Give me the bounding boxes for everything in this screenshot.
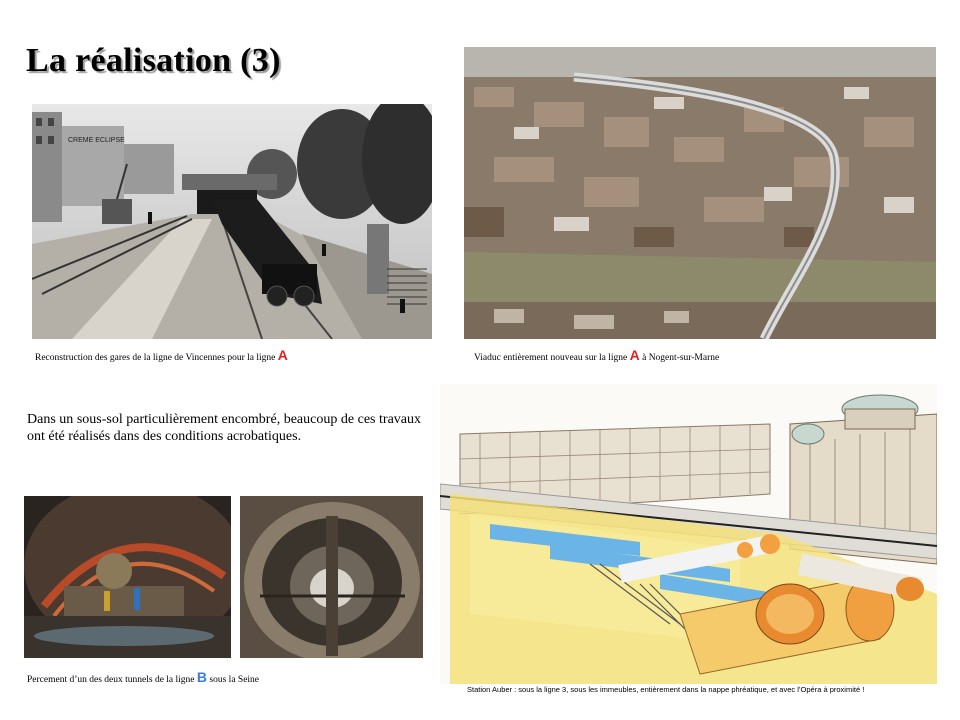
- body-paragraph: Dans un sous-sol particulièrement encombré, beaucoup de ces travaux ont été réalisés dans des conditions acrobatiques.: [27, 412, 421, 444]
- caption-text: Reconstruction des gares de la ligne de Vincennes pour la ligne: [35, 353, 278, 363]
- caption-viaduct: [474, 347, 719, 363]
- poster-text: CREME ECLIPSE: [68, 137, 125, 144]
- line-a-letter: A: [629, 347, 640, 363]
- caption-text: Viaduc entièrement nouveau sur la ligne: [474, 353, 630, 363]
- caption-text: Station Auber : sous la ligne 3, sous les immeubles, entièrement dans la nappe phréatique, et avec l’Opéra à proximité !: [467, 685, 865, 694]
- vincennes-station-photo: [32, 104, 432, 339]
- caption-text-after: à Nogent-sur-Marne: [639, 353, 720, 363]
- slide-title: La réalisation (3): [26, 42, 281, 79]
- line-a-letter: A: [277, 347, 288, 363]
- nogent-viaduct-photo: [464, 47, 936, 339]
- line-b-letter: B: [196, 669, 208, 685]
- tunnel-boring-photo-1: [24, 496, 231, 658]
- caption-tunnels: [27, 669, 259, 685]
- tunnel-boring-photo-2: [240, 496, 423, 658]
- caption-text: Percement d’un des deux tunnels de la ligne: [27, 675, 197, 685]
- auber-station-cutaway: [440, 384, 937, 684]
- caption-text-after: sous la Seine: [207, 675, 260, 685]
- caption-auber: [467, 685, 864, 694]
- caption-vincennes: [35, 347, 288, 363]
